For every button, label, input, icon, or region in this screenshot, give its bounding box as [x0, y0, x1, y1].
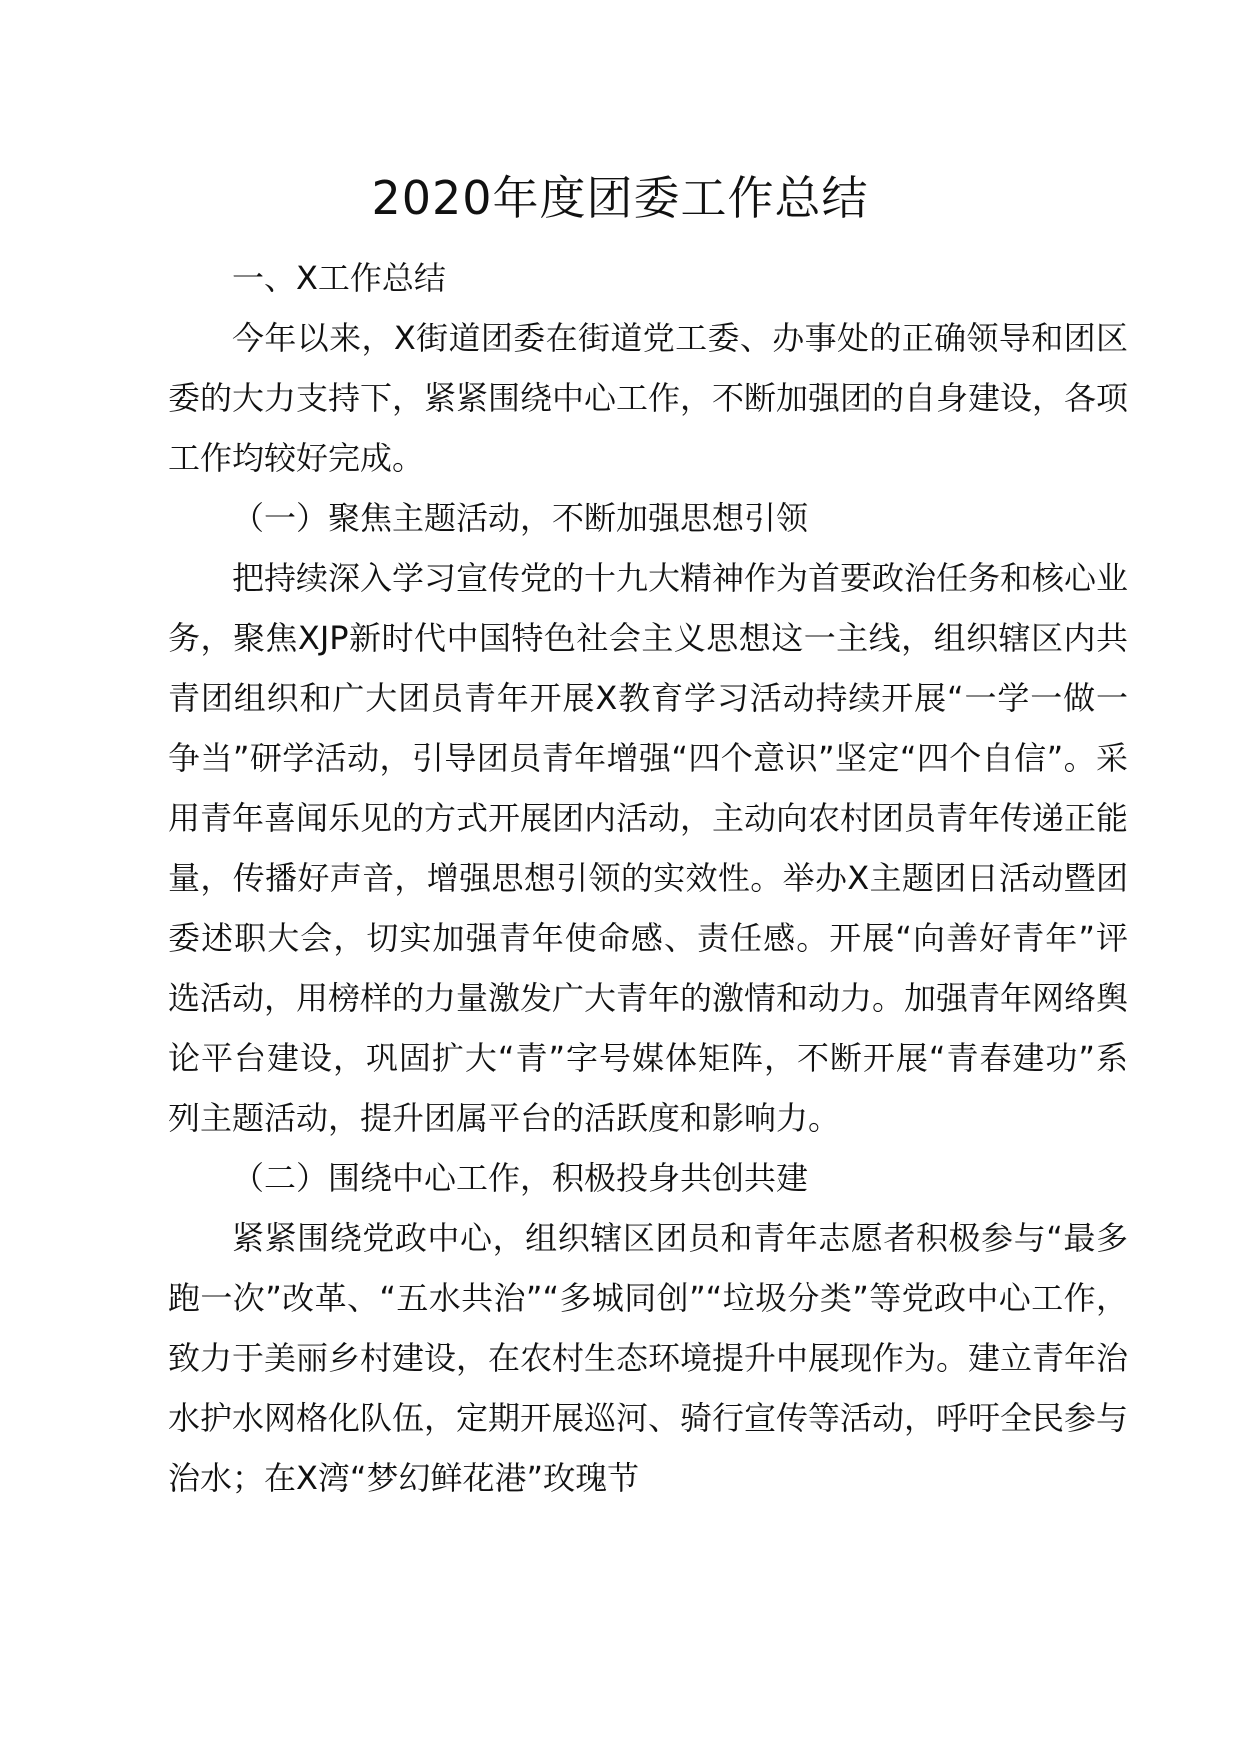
document-title: 2020年度团委工作总结	[371, 171, 869, 225]
subsection-paragraph-1: 把持续深入学习宣传党的十九大精神作为首要政治任务和核心业务，聚焦XJP新时代中国特色社会主义思想这一主线，组织辖区内共青团组织和广大团员青年开展X教育学习活动持续开展“一学一做一争当”研学活动，引导团员青年增强“四个意识”坚定“四个自信”。采用青年喜闻乐见的方式开展团内活动，主动向农村团员青年传递正能量，传播好声音，增强思想引领的实效性。举办X主题团日活动暨团委述职大会，切实加强青年使命感、责任感。开展“向善好青年”评选活动，用榜样的力量激发广大青年的激情和动力。加强青年网络舆论平台建设，巩固扩大“青”字号媒体矩阵，不断开展“青春建功”系列主题活动，提升团属平台的活跃度和影响力。	[168, 559, 1129, 1137]
document-body	[168, 248, 1128, 1508]
subsection-paragraph-2: 紧紧围绕党政中心，组织辖区团员和青年志愿者积极参与“最多跑一次”改革、“五水共治”“多城同创”“垃圾分类”等党政中心工作，致力于美丽乡村建设，在农村生态环境提升中展现作为。建立青年治水护水网格化队伍，定期开展巡河、骑行宣传等活动，呼吁全民参与治水；在X湾“梦幻鲜花港”玫瑰节	[168, 1219, 1129, 1497]
section-heading-1: 一、X工作总结	[232, 259, 446, 297]
subsection-heading-1: （一）聚焦主题活动，不断加强思想引领	[232, 499, 809, 537]
subsection-heading-2: （二）围绕中心工作，积极投身共创共建	[232, 1159, 809, 1197]
intro-paragraph: 今年以来，X街道团委在街道党工委、办事处的正确领导和团区委的大力支持下，紧紧围绕中心工作，不断加强团的自身建设，各项工作均较好完成。	[168, 319, 1129, 477]
